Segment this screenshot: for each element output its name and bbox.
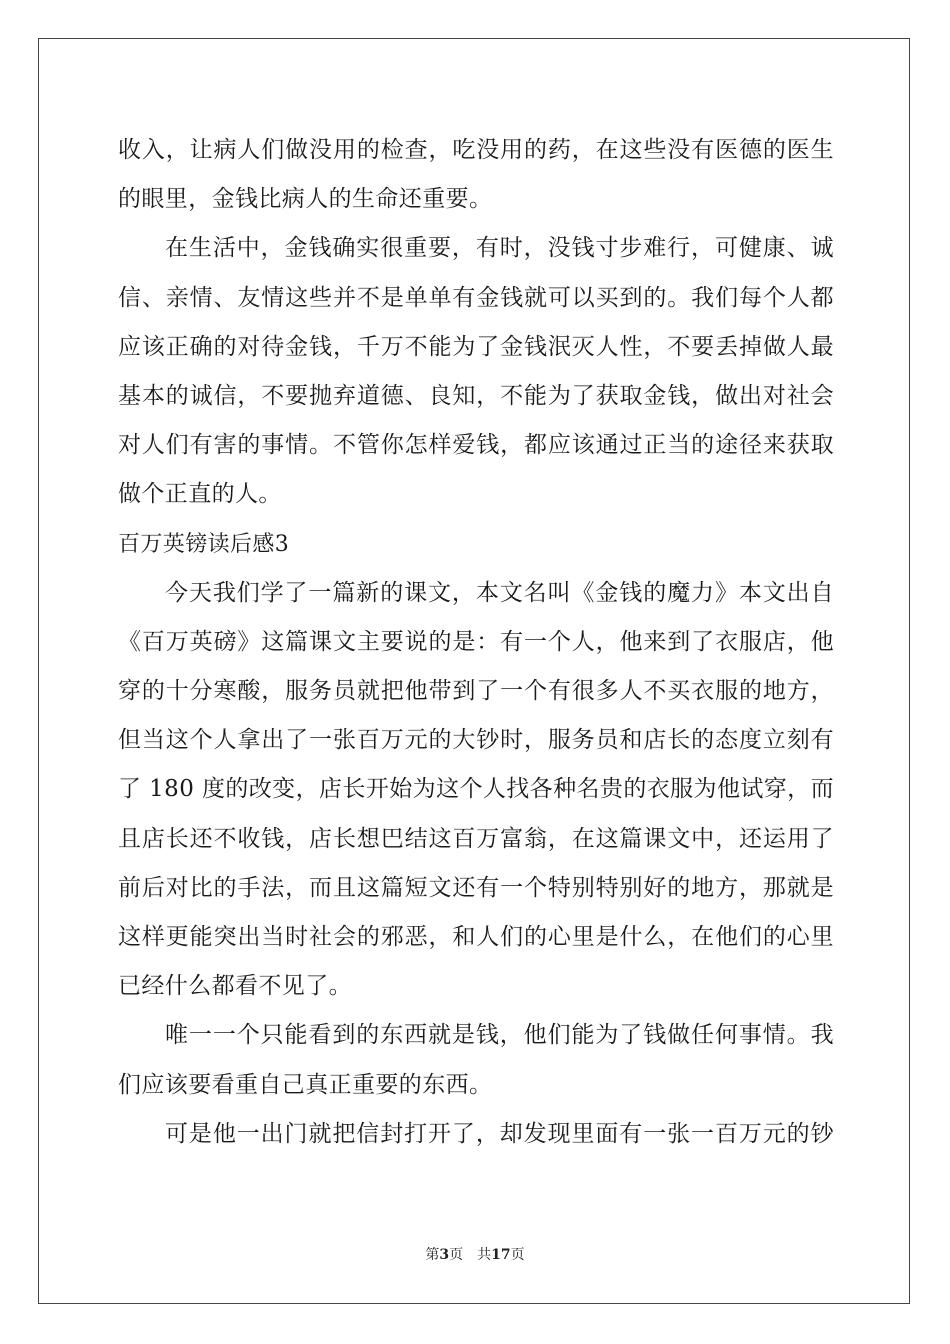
text-line: 穿的十分寒酸，服务员就把他带到了一个有很多人不买衣服的地方， bbox=[118, 678, 834, 705]
page-footer bbox=[0, 1245, 950, 1265]
text-line: 信、亲情、友情这些并不是单单有金钱就可以买到的。我们每个人都 bbox=[118, 284, 834, 311]
footer-page-number: 3 bbox=[439, 1247, 450, 1263]
text-line: 这样更能突出当时社会的邪恶，和人们的心里是什么，在他们的心里 bbox=[118, 924, 834, 950]
text-line: 前后对比的手法，而且这篇短文还有一个特别特别好的地方，那就是 bbox=[118, 874, 834, 901]
text-line: 应该正确的对待金钱，千万不能为了金钱泯灭人性，不要丢掉做人最 bbox=[118, 333, 834, 360]
text-line: 可是他一出门就把信封打开了，却发现里面有一张一百万元的钞 bbox=[165, 1120, 834, 1147]
text-line: 《百万英磅》这篇课文主要说的是：有一个人，他来到了衣服店，他 bbox=[118, 628, 834, 655]
text-line: 基本的诚信，不要抛弃道德、良知，不能为了获取金钱，做出对社会 bbox=[118, 382, 834, 409]
document-body bbox=[118, 126, 834, 1159]
footer-suffix: 页 bbox=[510, 1247, 525, 1263]
text-line: 收入，让病人们做没用的检查，吃没用的药，在这些没有医德的医生 bbox=[118, 137, 834, 163]
text-line: 且店长还不收钱，店长想巴结这百万富翁，在这篇课文中，还运用了 bbox=[118, 825, 834, 852]
footer-prefix: 第 bbox=[425, 1247, 440, 1263]
text-line: 唯一一个只能看到的东西就是钱，他们能为了钱做任何事情。我 bbox=[165, 1022, 834, 1049]
section-heading: 百万英镑读后感3 bbox=[118, 531, 290, 557]
footer-total-pages: 17 bbox=[491, 1247, 511, 1263]
footer-mid: 页 共 bbox=[449, 1247, 492, 1263]
text-line: 在生活中，金钱确实很重要，有时，没钱寸步难行，可健康、诚 bbox=[165, 235, 834, 262]
text-line: 今天我们学了一篇新的课文，本文名叫《金钱的魔力》本文出自 bbox=[165, 579, 834, 606]
text-line: 做个正直的人。 bbox=[118, 481, 282, 508]
text-line: 已经什么都看不见了。 bbox=[118, 973, 352, 1000]
text-line: 对人们有害的事情。不管你怎样爱钱，都应该通过正当的途径来获取 bbox=[118, 432, 834, 459]
text-line: 但当这个人拿出了一张百万元的大钞时，服务员和店长的态度立刻有 bbox=[118, 727, 834, 754]
text-line: 的眼里，金钱比病人的生命还重要。 bbox=[118, 186, 493, 213]
text-line: 们应该要看重自己真正重要的东西。 bbox=[118, 1071, 493, 1098]
text-line: 了 180 度的改变，店长开始为这个人找各种名贵的衣服为他试穿，而 bbox=[118, 776, 834, 803]
